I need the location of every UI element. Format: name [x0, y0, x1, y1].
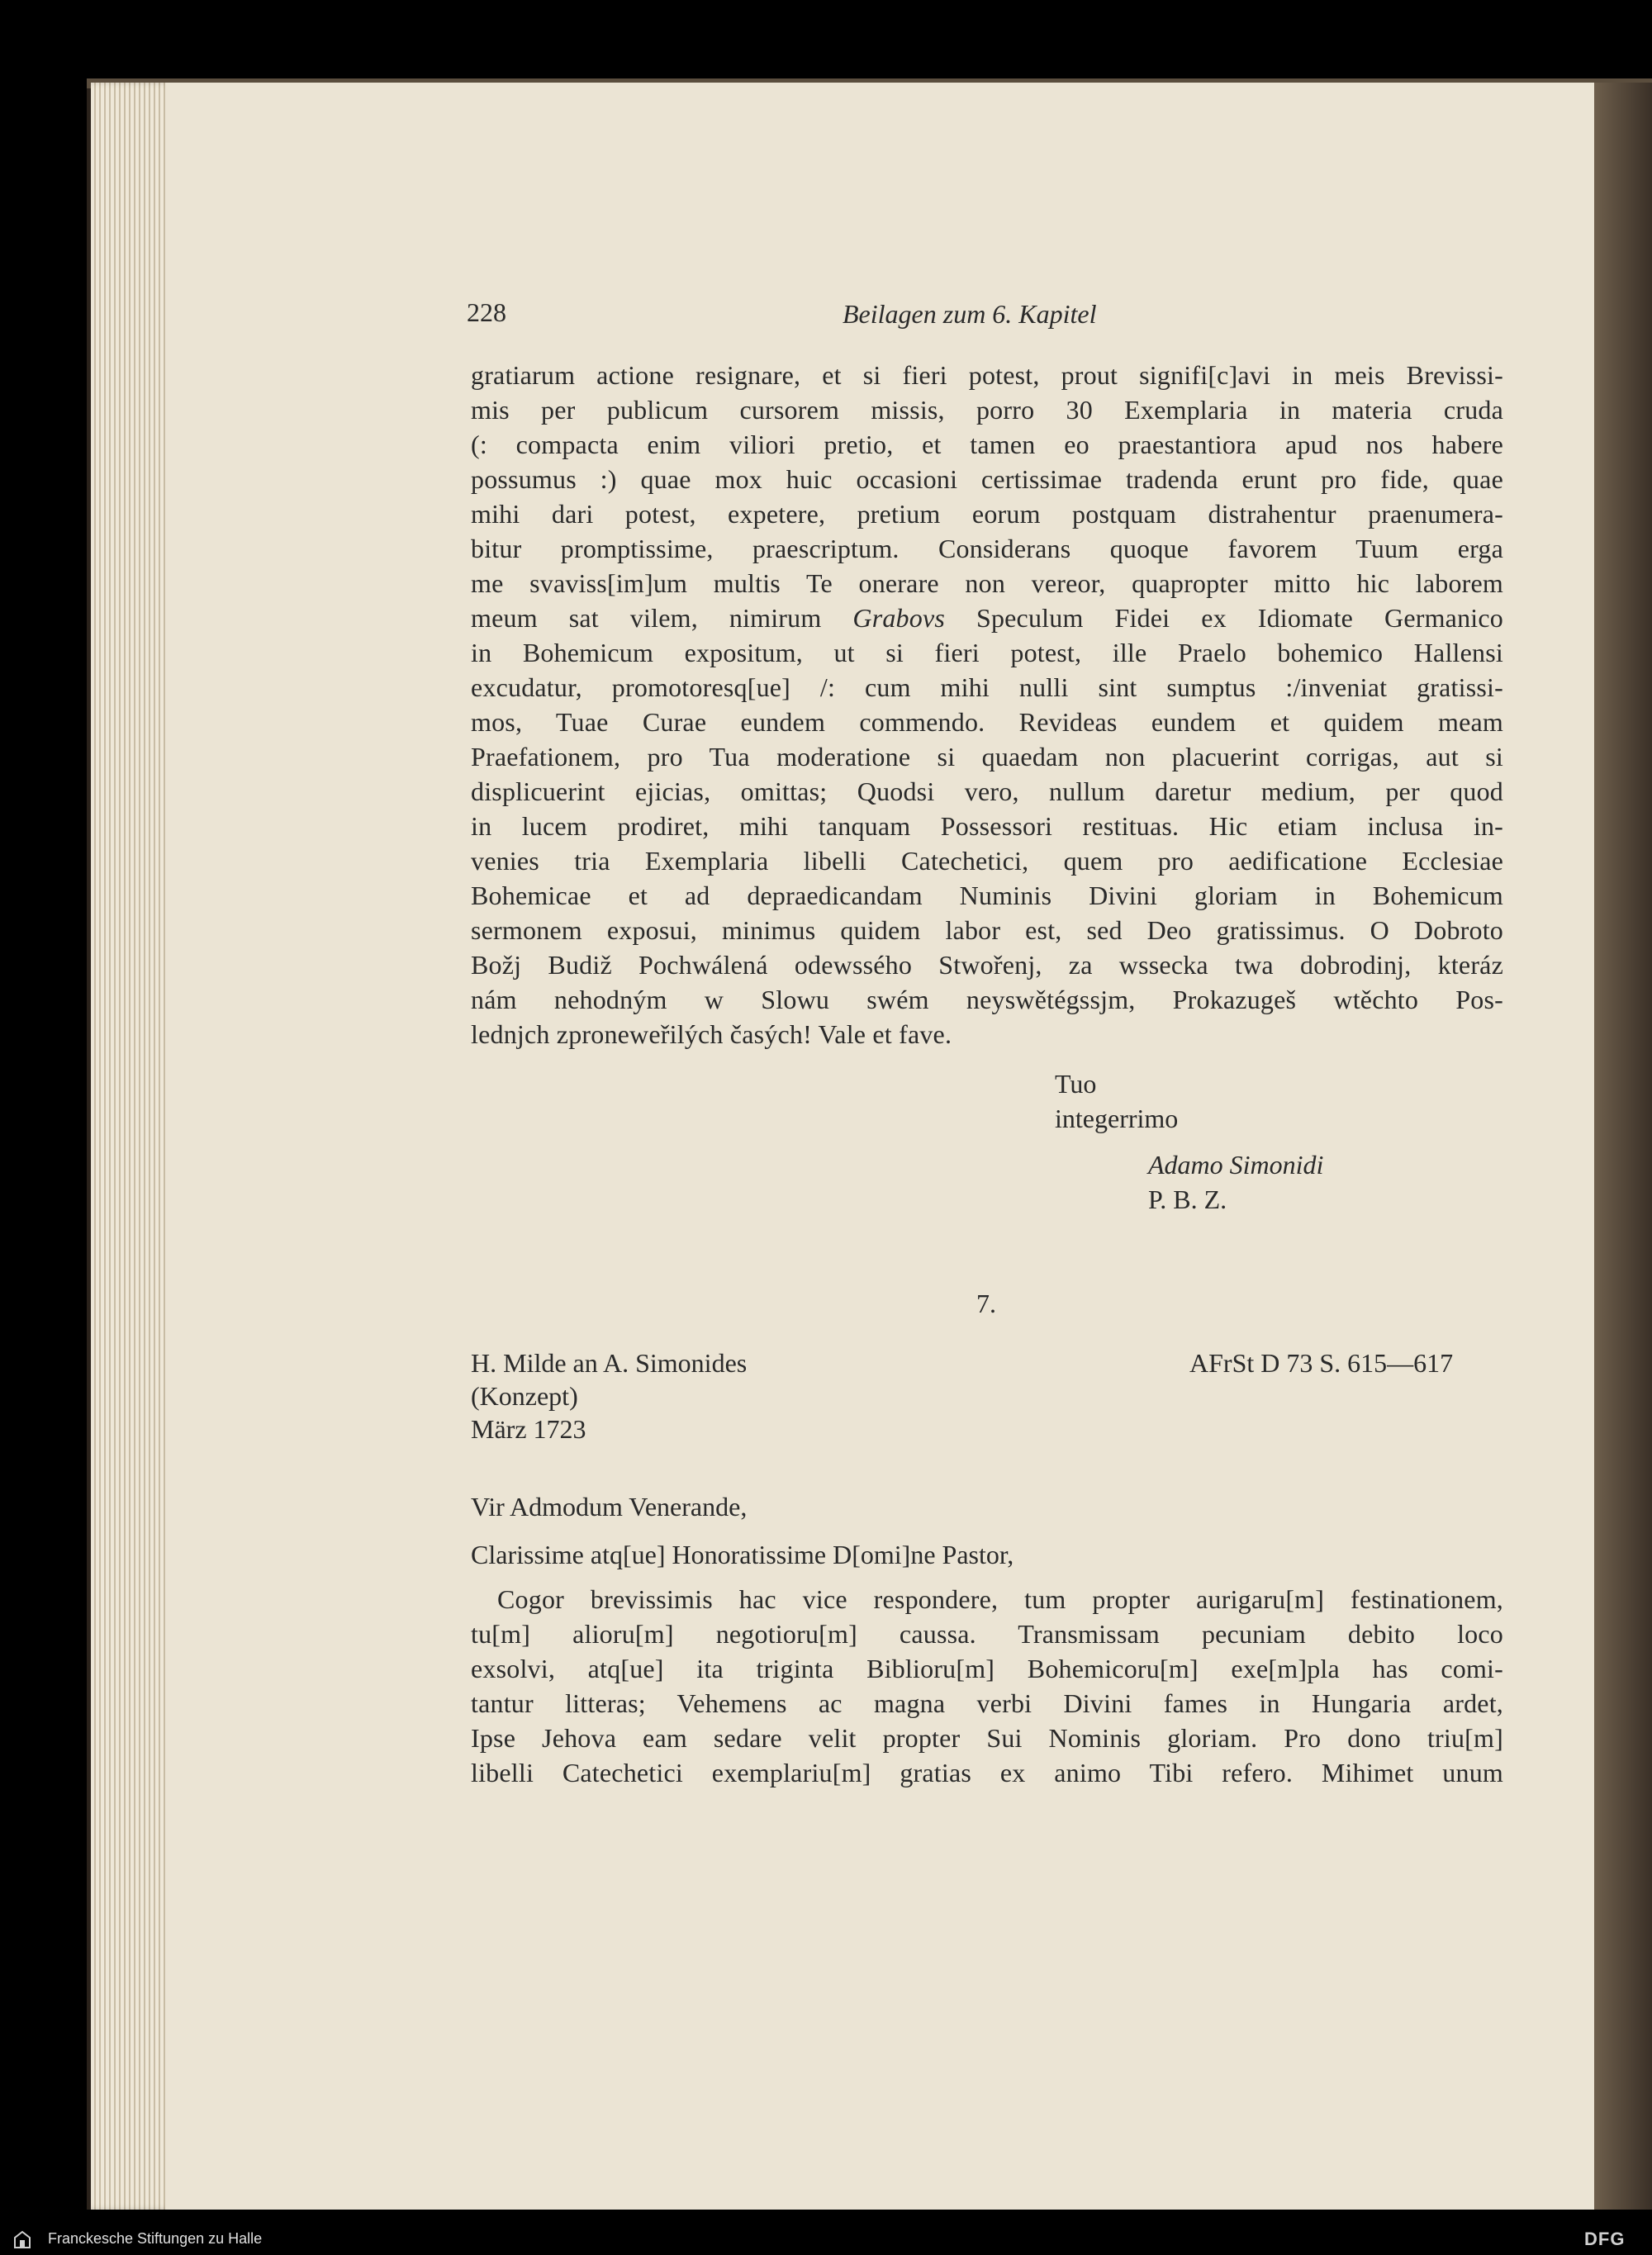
text-line: in lucem prodiret, mihi tanquam Possessori restituas. Hic etiam inclusa in- [471, 811, 1503, 841]
text-line: mihi dari potest, expetere, pretium eorum postquam distrahentur praenumera- [471, 499, 1503, 529]
institution-logo-icon [8, 2228, 36, 2253]
archive-reference: AFrSt D 73 S. 615—617 [1189, 1348, 1454, 1378]
page-edges [91, 83, 173, 2210]
letter-date: März 1723 [471, 1414, 586, 1444]
text-line: Ipse Jehova eam sedare velit propter Sui Nominis gloriam. Pro dono triu[m] [471, 1723, 1503, 1753]
text-line: in Bohemicum expositum, ut si fieri potest, ille Praelo bohemico Hallensi [471, 638, 1503, 667]
text-line: lednjch zproneweřilých časých! Vale et fave. [471, 1019, 952, 1049]
page-number: 228 [467, 297, 506, 327]
text-line: nám nehodným w Slowu swém neyswětégssjm, Prokazugeš wtěchto Pos- [471, 985, 1503, 1014]
text-line: mis per publicum cursorem missis, porro 30 Exemplaria in materia cruda [471, 395, 1503, 425]
gutter-shadow [1594, 83, 1652, 2210]
text-line: Bohemicae et ad depraedicandam Numinis Divini gloriam in Bohemicum [471, 881, 1503, 910]
text-line: Praefationem, pro Tua moderatione si quaedam non placuerint corrigas, aut si [471, 742, 1503, 771]
text-line: sermonem exposui, minimus quidem labor est, sed Deo gratissimus. O Dobroto [471, 915, 1503, 945]
text-line: possumus :) quae mox huic occasioni certissimae tradenda erunt pro fide, quae [471, 464, 1503, 494]
funder-logo: DFG [1584, 2229, 1626, 2249]
text-segment: meum sat vilem, nimirum [471, 603, 853, 633]
text-line: exsolvi, atq[ue] ita triginta Biblioru[m] Bohemicoru[m] exe[m]pla has comi- [471, 1654, 1503, 1683]
text-line: Cogor brevissimis hac vice respondere, tum propter aurigaru[m] festinationem, [497, 1584, 1503, 1614]
italic-name: Grabovs [852, 603, 946, 633]
section-number: 7. [976, 1289, 996, 1318]
text-line: tantur litteras; Vehemens ac magna verbi Divini fames in Hungaria ardet, [471, 1688, 1503, 1718]
text-line: (: compacta enim viliori pretio, et tamen eo praestantiora apud nos habere [471, 430, 1503, 459]
text-line: excudatur, promotoresq[ue] /: cum mihi nulli sint sumptus :/inveniat gratissi- [471, 672, 1503, 702]
signature-name: Adamo Simonidi [1148, 1150, 1324, 1180]
text-line: me svaviss[im]um multis Te onerare non vereor, quapropter mitto hic laborem [471, 568, 1503, 598]
closing-integerrimo: integerrimo [1055, 1104, 1179, 1133]
text-line: venies tria Exemplaria libelli Catechetici, quem pro aedificatione Ecclesiae [471, 846, 1503, 876]
text-line: mos, Tuae Curae eundem commendo. Revideas eundem et quidem meam [471, 707, 1503, 737]
letter-kind: (Konzept) [471, 1381, 578, 1411]
text-segment: Speculum Fidei ex Idiomate Germanico [945, 603, 1503, 633]
text-line: displicuerint ejicias, omittas; Quodsi vero, nullum daretur medium, per quod [471, 776, 1503, 806]
letter-heading: H. Milde an A. Simonides [471, 1348, 748, 1378]
institution-name: Franckesche Stiftungen zu Halle [48, 2230, 263, 2247]
salutation-line: Vir Admodum Venerande, [471, 1492, 748, 1522]
salutation-line: Clarissime atq[ue] Honoratissime D[omi]ne Pastor, [471, 1540, 1014, 1569]
closing-tuo: Tuo [1055, 1069, 1097, 1099]
text-line: bitur promptissime, praescriptum. Considerans quoque favorem Tuum erga [471, 534, 1503, 563]
text-line: tu[m] alioru[m] negotioru[m] caussa. Transmissam pecuniam debito loco [471, 1619, 1503, 1649]
text-line: gratiarum actione resignare, et si fieri potest, prout signifi[c]avi in meis Brevissi- [471, 360, 1503, 390]
text-line: libelli Catechetici exemplariu[m] gratias ex animo Tibi refero. Mihimet unum [471, 1758, 1503, 1787]
signature-initials: P. B. Z. [1148, 1184, 1227, 1214]
text-line-with-italic [471, 603, 1503, 634]
running-title: Beilagen zum 6. Kapitel [843, 299, 1097, 329]
text-line: Božj Budiž Pochwálená odewssého Stwořenj, za wssecka twa dobrodinj, kteráz [471, 950, 1503, 980]
